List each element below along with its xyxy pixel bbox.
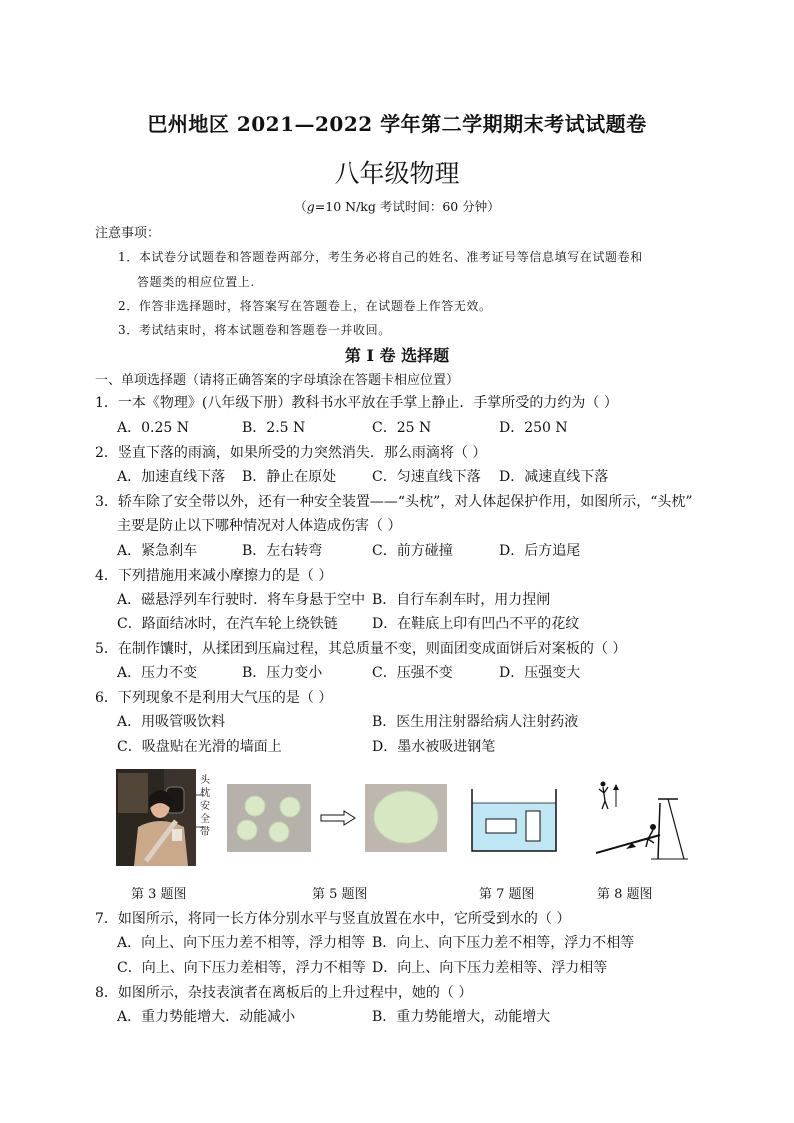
option-3b[interactable]: B．左右转弯 xyxy=(242,543,323,559)
option-2a[interactable]: A．加速直线下落 xyxy=(117,469,226,485)
label-an: 安 xyxy=(200,801,210,812)
option-2c[interactable]: C．匀速直线下落 xyxy=(372,469,481,485)
option-5a[interactable]: A．压力不变 xyxy=(117,665,198,681)
option-3c[interactable]: C．前方碰撞 xyxy=(372,543,453,559)
notice-item-1: 1．本试卷分试题卷和答题卷两部分，考生务必将自己的姓名、准考证号等信息填写在试题卷和 xyxy=(118,250,643,264)
option-5b[interactable]: B．压力变小 xyxy=(242,665,323,681)
option-7d[interactable]: D．向上、向下压力差相等、浮力相等 xyxy=(372,960,608,976)
exam-subject: 八年级物理 xyxy=(334,159,460,188)
part-heading: 一、单项选择题（请将正确答案的字母填涂在答题卡相应位置） xyxy=(95,373,460,388)
caption-fig8: 第 8 题图 xyxy=(597,887,653,902)
figure-headrest xyxy=(116,769,196,866)
section-title: 第 I 卷 选择题 xyxy=(344,346,450,365)
figure-dough-balls xyxy=(227,784,311,852)
option-6b[interactable]: B．医生用注射器给病人注射药液 xyxy=(372,714,579,730)
caption-fig7: 第 7 题图 xyxy=(479,887,535,902)
question-3-cont: 主要是防止以下哪种情况对人体造成伤害（ ） xyxy=(117,518,402,534)
option-7b[interactable]: B．向上、向下压力差不相等，浮力不相等 xyxy=(372,935,635,951)
info-g: g xyxy=(306,199,315,214)
notice-item-3: 3．考试结束时，将本试题卷和答题卷一并收回。 xyxy=(118,323,391,337)
label-dai: 带 xyxy=(200,827,210,838)
arrow-icon xyxy=(320,810,356,826)
question-1: 1．一本《物理》(八年级下册）教科书水平放在手掌上静止．手掌所受的力约为（ ） xyxy=(95,395,618,411)
option-3a[interactable]: A．紧急刹车 xyxy=(117,543,198,559)
notice-heading: 注意事项： xyxy=(95,226,161,241)
question-4: 4．下列措施用来减小摩擦力的是（ ） xyxy=(95,568,333,584)
figure-water-tank xyxy=(470,789,558,853)
option-1b[interactable]: B．2.5 N xyxy=(242,420,306,436)
option-5c[interactable]: C．压强不变 xyxy=(372,665,453,681)
option-8b[interactable]: B．重力势能增大，动能增大 xyxy=(372,1009,551,1025)
question-2: 2．竖直下落的雨滴，如果所受的力突然消失．那么雨滴将（ ） xyxy=(95,445,487,461)
option-4b[interactable]: B．自行车刹车时，用力捏闸 xyxy=(372,592,551,608)
option-6a[interactable]: A．用吸管吸饮料 xyxy=(117,714,226,730)
option-6d[interactable]: D．墨水被吸进钢笔 xyxy=(372,739,496,755)
option-4d[interactable]: D．在鞋底上印有凹凸不平的花纹 xyxy=(372,616,580,632)
option-5d[interactable]: D．压强变大 xyxy=(499,665,581,681)
headrest-label-text xyxy=(200,774,214,839)
option-1c[interactable]: C．25 N xyxy=(372,420,432,436)
notice-item-1-cont: 答题类的相应位置上. xyxy=(137,275,255,289)
exam-info xyxy=(0,197,794,215)
option-7a[interactable]: A．向上、向下压力差不相等，浮力相等 xyxy=(117,935,366,951)
option-4c[interactable]: C．路面结冰时，在汽车轮上绕铁链 xyxy=(117,616,338,632)
figure-dough-flat xyxy=(365,784,447,852)
option-3d[interactable]: D．后方追尾 xyxy=(499,543,581,559)
option-1a[interactable]: A．0.25 N xyxy=(117,420,189,436)
headrest-photo xyxy=(116,769,196,866)
label-quan: 全 xyxy=(200,814,210,825)
option-4a[interactable]: A．磁悬浮列车行驶时．将车身悬于空中 xyxy=(117,592,366,608)
option-1d[interactable]: D．250 N xyxy=(499,420,568,436)
option-2b[interactable]: B．静止在原处 xyxy=(242,469,337,485)
option-7c[interactable]: C．向上、向下压力差相等，浮力不相等 xyxy=(117,960,366,976)
info-open: （ xyxy=(294,199,307,214)
notice-item-2: 2．作答非选择题时，将答案写在答题卷上，在试题卷上作答无效。 xyxy=(118,299,492,313)
caption-fig3: 第 3 题图 xyxy=(131,887,187,902)
option-6c[interactable]: C．吸盘贴在光滑的墙面上 xyxy=(117,739,282,755)
figure-acrobat xyxy=(596,773,692,861)
label-tou: 头 xyxy=(200,775,210,786)
question-8: 8．如图所示，杂技表演者在离板后的上升过程中，她的（ ） xyxy=(95,985,473,1001)
question-3: 3．轿车除了安全带以外，还有一种安全装置——“头枕”，对人体起保护作用，如图所示，“头枕” xyxy=(95,494,693,510)
question-6: 6．下列现象不是利用大气压的是（ ） xyxy=(95,690,333,706)
label-zhen: 枕 xyxy=(200,788,210,799)
option-2d[interactable]: D．减速直线下落 xyxy=(499,469,609,485)
question-5: 5．在制作馕时，从揉团到压扁过程，其总质量不变，则面团变成面饼后对案板的（ ） xyxy=(95,641,627,657)
exam-title: 巴州地区 2021—2022 学年第二学期期末考试试题卷 xyxy=(147,112,647,136)
option-8a[interactable]: A．重力势能增大．动能减小 xyxy=(117,1009,296,1025)
question-7: 7．如图所示，将同一长方体分别水平与竖直放置在水中，它所受到水的（ ） xyxy=(95,911,571,927)
info-rest: =10 N/kg 考试时间：60 分钟） xyxy=(314,199,500,214)
caption-fig5: 第 5 题图 xyxy=(312,887,368,902)
